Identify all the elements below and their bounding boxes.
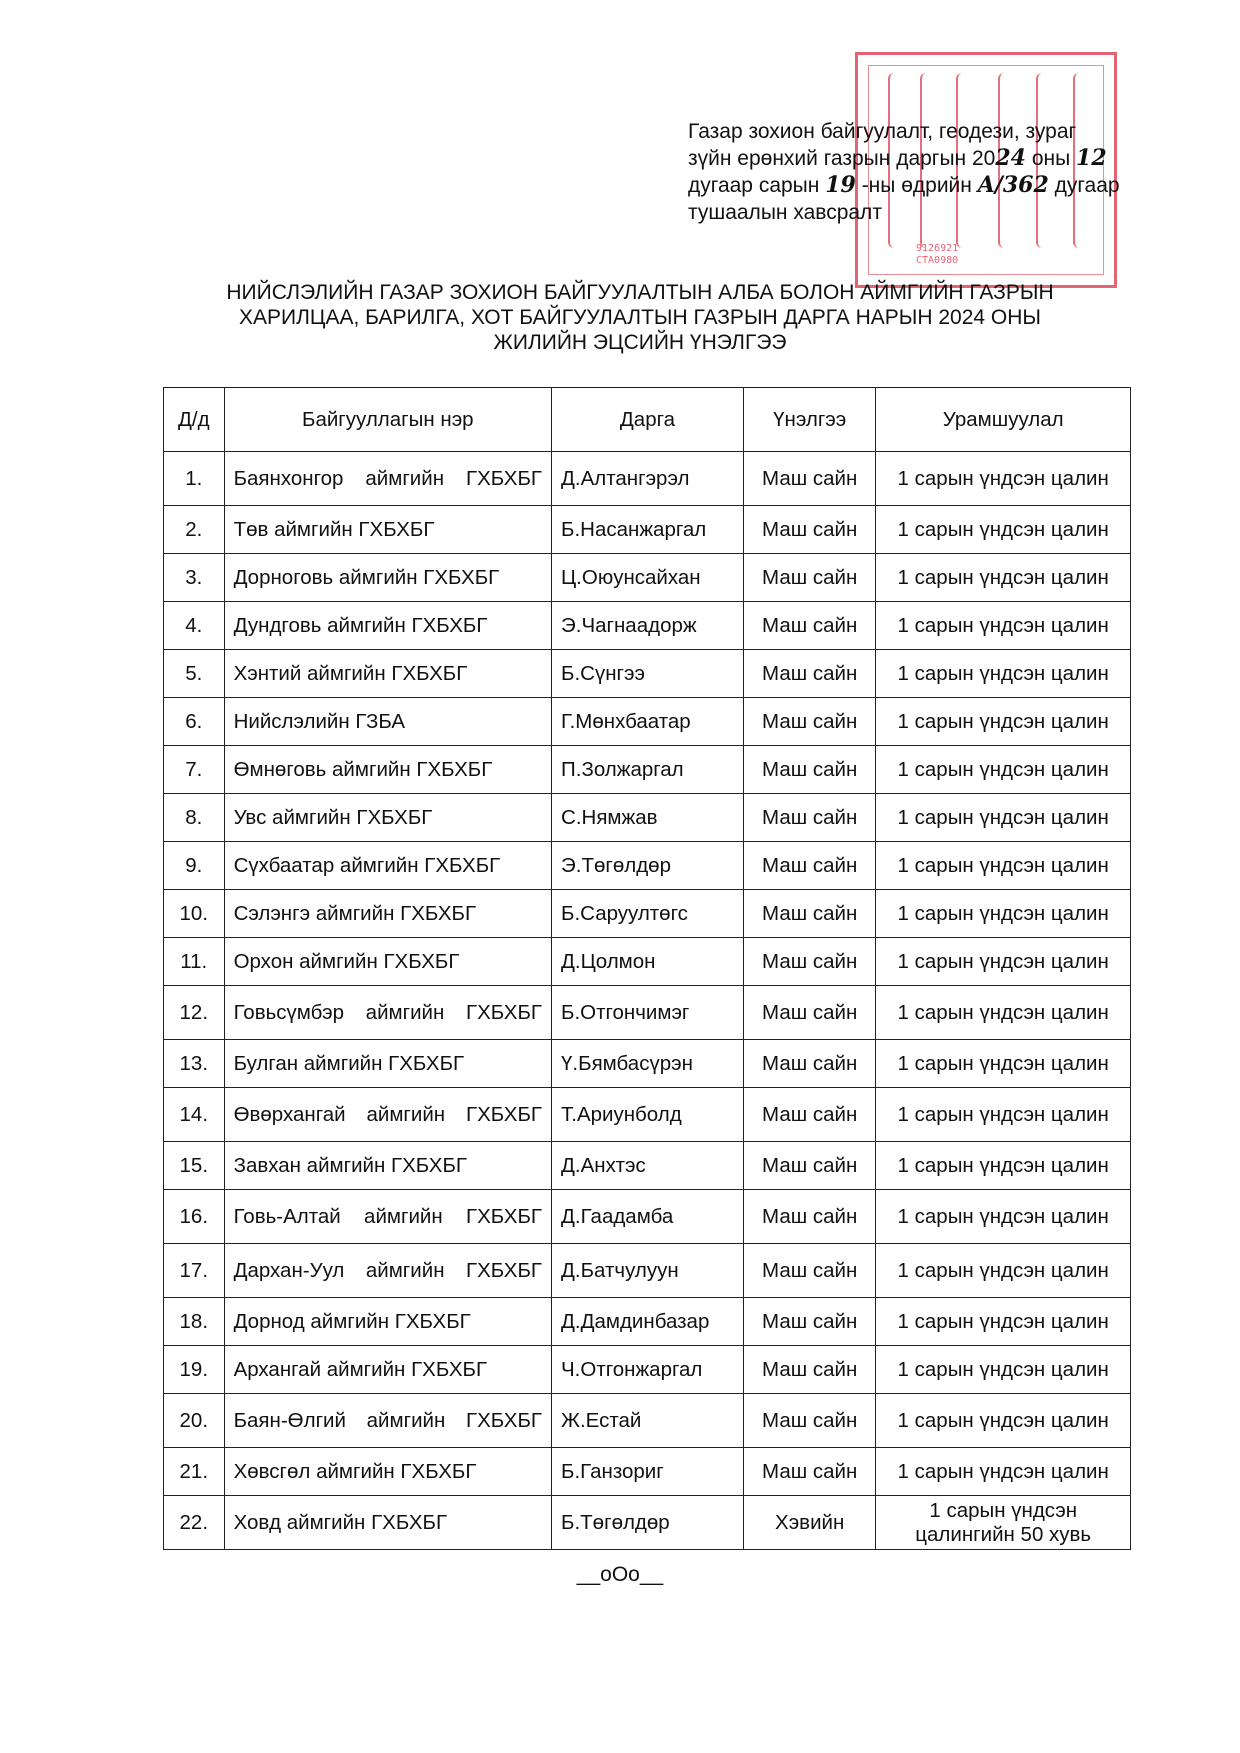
- reward: 1 сарын үндсэн цалин: [876, 1394, 1131, 1448]
- reward: 1 сарын үндсэн цалин: [876, 938, 1131, 986]
- organization-name: Говьсүмбэр аймгийн ГХБХБГ: [224, 986, 551, 1040]
- row-number: 12.: [164, 986, 225, 1040]
- table-row: [164, 698, 1131, 746]
- head-name: Б.Ганзориг: [552, 1448, 744, 1496]
- col-header-number: Д/д: [164, 388, 225, 452]
- note-line-1: Газар зохион байгуулалт, геодези, зураг: [688, 120, 1077, 143]
- table-row: [164, 1394, 1131, 1448]
- table-row: [164, 1190, 1131, 1244]
- reward: 1 сарын үндсэн цалин: [876, 1298, 1131, 1346]
- reward: 1 сарын үндсэн цалин: [876, 650, 1131, 698]
- col-header-rating: Үнэлгээ: [743, 388, 875, 452]
- row-number: 17.: [164, 1244, 225, 1298]
- head-name: Т.Ариунболд: [552, 1088, 744, 1142]
- handwritten-day: 19: [825, 172, 856, 198]
- organization-name: Дорнод аймгийн ГХБХБГ: [224, 1298, 551, 1346]
- note-line-3-end: дугаар: [1054, 174, 1120, 197]
- rating: Маш сайн: [743, 602, 875, 650]
- table-row: [164, 506, 1131, 554]
- evaluation-table: [163, 387, 1131, 1550]
- organization-name: Дархан-Уул аймгийн ГХБХБГ: [224, 1244, 551, 1298]
- head-name: Г.Мөнхбаатар: [552, 698, 744, 746]
- row-number: 2.: [164, 506, 225, 554]
- reward: 1 сарын үндсэн цалин: [876, 986, 1131, 1040]
- organization-name: Архангай аймгийн ГХБХБГ: [224, 1346, 551, 1394]
- rating: Маш сайн: [743, 938, 875, 986]
- organization-name: Нийслэлийн ГЗБА: [224, 698, 551, 746]
- head-name: П.Золжаргал: [552, 746, 744, 794]
- table-row: [164, 602, 1131, 650]
- table-row: [164, 794, 1131, 842]
- reward: 1 сарын үндсэн цалин: [876, 746, 1131, 794]
- organization-name: Булган аймгийн ГХБХБГ: [224, 1040, 551, 1088]
- rating: Маш сайн: [743, 554, 875, 602]
- organization-name: Завхан аймгийн ГХБХБГ: [224, 1142, 551, 1190]
- head-name: Ц.Оюунсайхан: [552, 554, 744, 602]
- table-row: [164, 890, 1131, 938]
- handwritten-year: 24: [995, 145, 1026, 171]
- organization-name: Сүхбаатар аймгийн ГХБХБГ: [224, 842, 551, 890]
- head-name: С.Нямжав: [552, 794, 744, 842]
- rating: Маш сайн: [743, 1040, 875, 1088]
- table-row: [164, 1088, 1131, 1142]
- row-number: 4.: [164, 602, 225, 650]
- row-number: 10.: [164, 890, 225, 938]
- organization-name: Орхон аймгийн ГХБХБГ: [224, 938, 551, 986]
- table-row: [164, 1298, 1131, 1346]
- document-title: [160, 280, 1120, 355]
- note-line-3: [688, 172, 1130, 199]
- reward: 1 сарын үндсэн цалин: [876, 554, 1131, 602]
- row-number: 5.: [164, 650, 225, 698]
- rating: Маш сайн: [743, 890, 875, 938]
- rating: Маш сайн: [743, 746, 875, 794]
- head-name: Ж.Естай: [552, 1394, 744, 1448]
- title-line-3: ЖИЛИЙН ЭЦСИЙН ҮНЭЛГЭЭ: [493, 331, 787, 354]
- head-name: Б.Отгончимэг: [552, 986, 744, 1040]
- organization-name: Дорноговь аймгийн ГХБХБГ: [224, 554, 551, 602]
- rating: Маш сайн: [743, 986, 875, 1040]
- table-row: [164, 554, 1131, 602]
- note-line-3-text: дугаар сарын: [688, 174, 820, 197]
- head-name: Ч.Отгонжаргал: [552, 1346, 744, 1394]
- reward: 1 сарын үндсэн цалин: [876, 1142, 1131, 1190]
- note-line-3-mid: -ны өдрийн: [861, 174, 972, 197]
- reward: 1 сарын үндсэн цалин: [876, 452, 1131, 506]
- reward: 1 сарын үндсэн цалин: [876, 1448, 1131, 1496]
- reward: 1 сарын үндсэн цалин: [876, 698, 1131, 746]
- organization-name: Дундговь аймгийн ГХБХБГ: [224, 602, 551, 650]
- table-row: [164, 746, 1131, 794]
- row-number: 21.: [164, 1448, 225, 1496]
- handwritten-month: 12: [1076, 145, 1107, 171]
- rating: Маш сайн: [743, 452, 875, 506]
- head-name: Э.Төгөлдөр: [552, 842, 744, 890]
- end-of-document-mark: __oOo__: [576, 1563, 664, 1586]
- organization-name: Баян-Өлгий аймгийн ГХБХБГ: [224, 1394, 551, 1448]
- rating: Маш сайн: [743, 1298, 875, 1346]
- reward: 1 сарын үндсэн цалин: [876, 890, 1131, 938]
- note-line-2: [688, 145, 1130, 172]
- row-number: 3.: [164, 554, 225, 602]
- note-line-2-end: оны: [1031, 147, 1071, 170]
- rating: Маш сайн: [743, 1346, 875, 1394]
- head-name: Б.Саруултөгс: [552, 890, 744, 938]
- table-row: [164, 1346, 1131, 1394]
- organization-name: Хөвсгөл аймгийн ГХБХБГ: [224, 1448, 551, 1496]
- row-number: 20.: [164, 1394, 225, 1448]
- table-row: [164, 842, 1131, 890]
- reward: 1 сарын үндсэн цалин: [876, 506, 1131, 554]
- reward: 1 сарын үндсэн цалин: [876, 1040, 1131, 1088]
- rating: Маш сайн: [743, 1190, 875, 1244]
- table-row: [164, 1496, 1131, 1550]
- rating: Маш сайн: [743, 842, 875, 890]
- table-row: [164, 1040, 1131, 1088]
- table-row: [164, 1142, 1131, 1190]
- head-name: Д.Батчулуун: [552, 1244, 744, 1298]
- rating: Хэвийн: [743, 1496, 875, 1550]
- table-row: [164, 1448, 1131, 1496]
- reward: 1 сарын үндсэн цалин: [876, 794, 1131, 842]
- row-number: 14.: [164, 1088, 225, 1142]
- head-name: Д.Алтангэрэл: [552, 452, 744, 506]
- head-name: Э.Чагнаадорж: [552, 602, 744, 650]
- col-header-reward: Урамшуулал: [876, 388, 1131, 452]
- table-header-row: [164, 388, 1131, 452]
- head-name: Д.Гаадамба: [552, 1190, 744, 1244]
- order-annex-note: [688, 118, 1130, 226]
- head-name: Ү.Бямбасүрэн: [552, 1040, 744, 1088]
- title-line-2: ХАРИЛЦАА, БАРИЛГА, ХОТ БАЙГУУЛАЛТЫН ГАЗРЫН ДАРГА НАРЫН 2024 ОНЫ: [239, 306, 1041, 329]
- reward: 1 сарын үндсэн цалин: [876, 1244, 1131, 1298]
- head-name: Б.Насанжаргал: [552, 506, 744, 554]
- organization-name: Сэлэнгэ аймгийн ГХБХБГ: [224, 890, 551, 938]
- note-line-4: тушаалын хавсралт: [688, 201, 882, 224]
- table-row: [164, 938, 1131, 986]
- head-name: Б.Сүнгээ: [552, 650, 744, 698]
- row-number: 8.: [164, 794, 225, 842]
- row-number: 15.: [164, 1142, 225, 1190]
- reward: 1 сарын үндсэн цалин: [876, 602, 1131, 650]
- reward: 1 сарын үндсэн цалингийн 50 хувь: [876, 1496, 1131, 1550]
- row-number: 18.: [164, 1298, 225, 1346]
- row-number: 11.: [164, 938, 225, 986]
- title-line-1: НИЙСЛЭЛИЙН ГАЗАР ЗОХИОН БАЙГУУЛАЛТЫН АЛБА БОЛОН АЙМГИЙН ГАЗРЫН: [226, 281, 1054, 304]
- row-number: 16.: [164, 1190, 225, 1244]
- row-number: 9.: [164, 842, 225, 890]
- row-number: 7.: [164, 746, 225, 794]
- row-number: 13.: [164, 1040, 225, 1088]
- organization-name: Увс аймгийн ГХБХБГ: [224, 794, 551, 842]
- note-line-2-text: зүйн ерөнхий газрын даргын 20: [688, 147, 996, 170]
- seal-code-line-1: 9126921: [916, 243, 959, 254]
- rating: Маш сайн: [743, 794, 875, 842]
- table-row: [164, 1244, 1131, 1298]
- reward: 1 сарын үндсэн цалин: [876, 842, 1131, 890]
- reward: 1 сарын үндсэн цалин: [876, 1190, 1131, 1244]
- rating: Маш сайн: [743, 650, 875, 698]
- col-header-head: Дарга: [552, 388, 744, 452]
- rating: Маш сайн: [743, 1394, 875, 1448]
- reward: 1 сарын үндсэн цалин: [876, 1346, 1131, 1394]
- rating: Маш сайн: [743, 1448, 875, 1496]
- organization-name: Төв аймгийн ГХБХБГ: [224, 506, 551, 554]
- row-number: 22.: [164, 1496, 225, 1550]
- rating: Маш сайн: [743, 1142, 875, 1190]
- organization-name: Ховд аймгийн ГХБХБГ: [224, 1496, 551, 1550]
- row-number: 19.: [164, 1346, 225, 1394]
- rating: Маш сайн: [743, 506, 875, 554]
- row-number: 6.: [164, 698, 225, 746]
- reward: 1 сарын үндсэн цалин: [876, 1088, 1131, 1142]
- seal-code-line-2: СТА0980: [916, 255, 959, 266]
- head-name: Д.Дамдинбазар: [552, 1298, 744, 1346]
- rating: Маш сайн: [743, 698, 875, 746]
- head-name: Д.Анхтэс: [552, 1142, 744, 1190]
- seal-code: [916, 243, 958, 267]
- organization-name: Өвөрхангай аймгийн ГХБХБГ: [224, 1088, 551, 1142]
- table-row: [164, 452, 1131, 506]
- organization-name: Өмнөговь аймгийн ГХБХБГ: [224, 746, 551, 794]
- rating: Маш сайн: [743, 1088, 875, 1142]
- head-name: Б.Төгөлдөр: [552, 1496, 744, 1550]
- table-row: [164, 986, 1131, 1040]
- organization-name: Говь-Алтай аймгийн ГХБХБГ: [224, 1190, 551, 1244]
- handwritten-order-number: A/362: [977, 172, 1049, 198]
- rating: Маш сайн: [743, 1244, 875, 1298]
- head-name: Д.Цолмон: [552, 938, 744, 986]
- organization-name: Баянхонгор аймгийн ГХБХБГ: [224, 452, 551, 506]
- table-row: [164, 650, 1131, 698]
- col-header-organization: Байгууллагын нэр: [224, 388, 551, 452]
- organization-name: Хэнтий аймгийн ГХБХБГ: [224, 650, 551, 698]
- row-number: 1.: [164, 452, 225, 506]
